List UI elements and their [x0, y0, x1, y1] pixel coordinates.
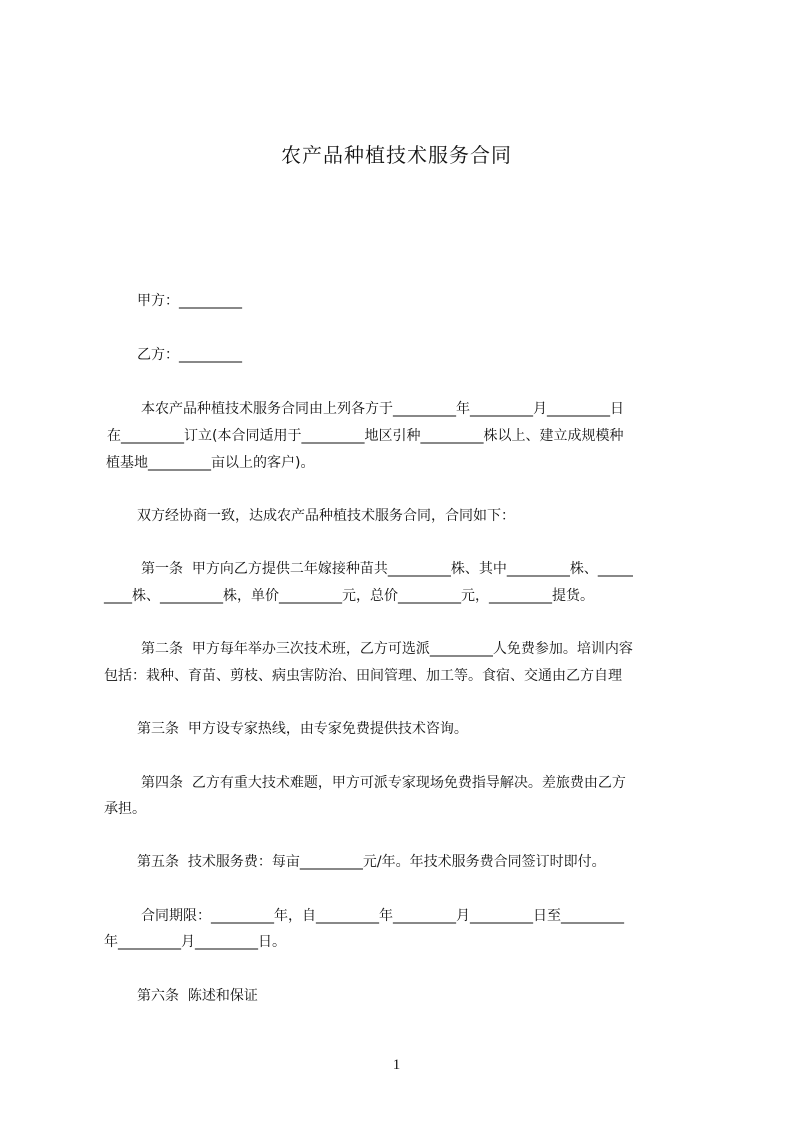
- article-1-line-2: ____株、_________株，单价_________元，总价_________元，_________提货。: [104, 588, 594, 604]
- page-number: 1: [392, 1057, 401, 1073]
- intro-line-2: 在_________订立(本合同适用于_________地区引种_________株以上、建立成规模种: [107, 428, 624, 444]
- intro-line-3: 植基地_________亩以上的客户)。: [106, 455, 315, 471]
- term-line-1: 合同期限：_________年，自_________年_________月_________日至_________: [141, 908, 624, 924]
- article-6-heading: 第六条 陈述和保证: [137, 988, 258, 1004]
- article-3-line: 第三条 甲方设专家热线，由专家免费提供技术咨询。: [137, 721, 468, 737]
- term-line-2: 年_________月_________日。: [104, 934, 286, 950]
- party-b-line: 乙方：_________: [137, 347, 242, 363]
- article-4-line-2: 承担。: [104, 801, 146, 817]
- article-2-line-1: 第二条 甲方每年举办三次技术班，乙方可选派_________人免费参加。培训内容: [141, 641, 633, 657]
- contract-title: 农产品种植技术服务合同: [281, 143, 512, 167]
- article-4-line-1: 第四条 乙方有重大技术难题，甲方可派专家现场免费指导解决。差旅费由乙方: [141, 775, 626, 791]
- agreement-line: 双方经协商一致，达成农产品种植技术服务合同，合同如下：: [137, 508, 515, 524]
- article-1-line-1: 第一条 甲方向乙方提供二年嫁接种苗共_________株、其中_________株、_____: [141, 561, 633, 577]
- article-2-line-2: 包括：栽种、育苗、剪枝、病虫害防治、田间管理、加工等。食宿、交通由乙方自理: [104, 668, 622, 684]
- article-5-line: 第五条 技术服务费：每亩_________元/年。年技术服务费合同签订时即付。: [137, 854, 606, 870]
- intro-line-1: 本农产品种植技术服务合同由上列各方于_________年_________月_________日: [141, 401, 624, 417]
- party-a-line: 甲方：_________: [137, 293, 242, 309]
